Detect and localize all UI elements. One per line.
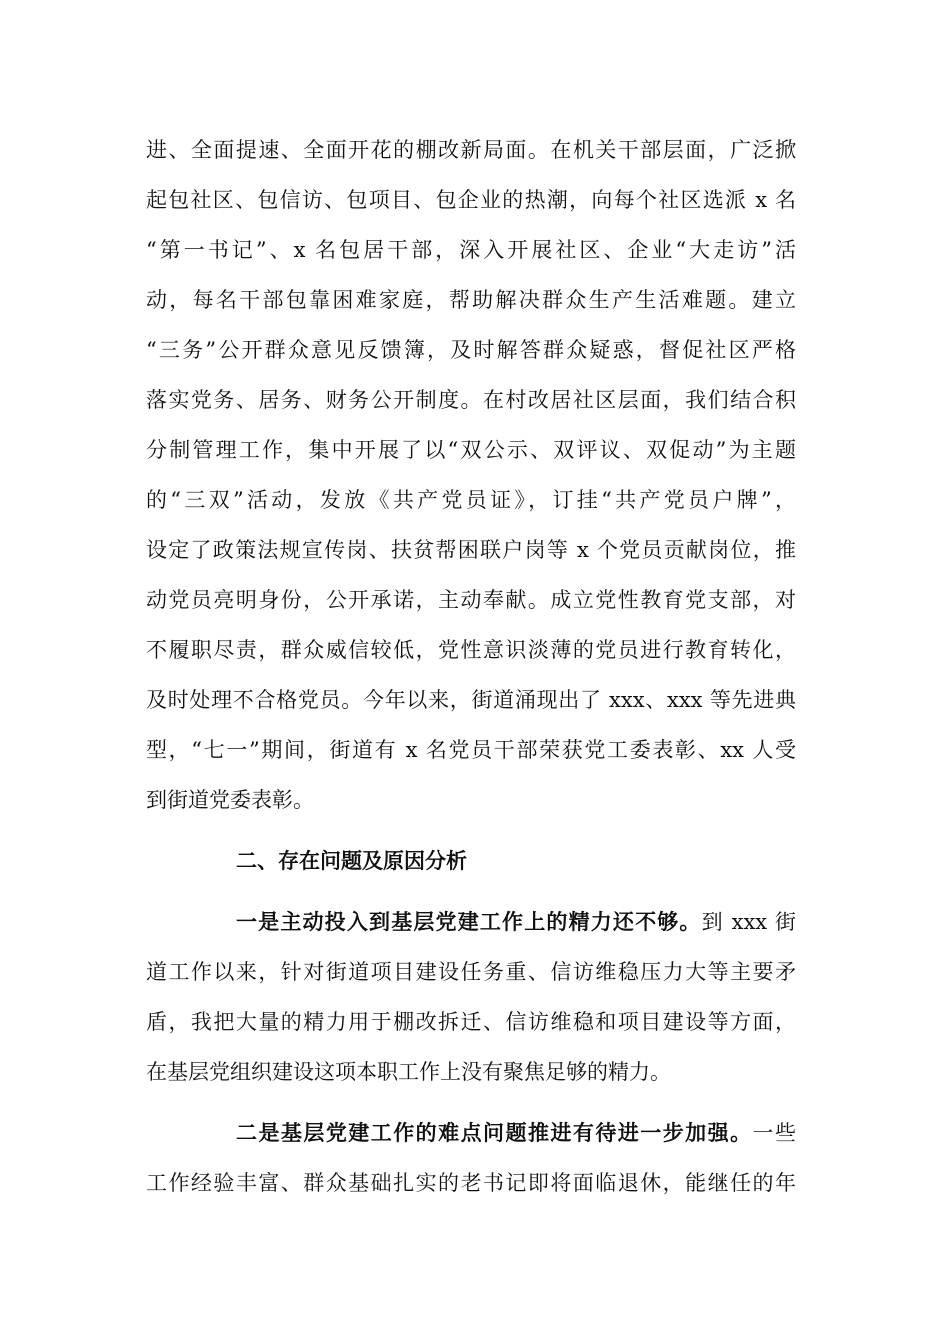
paragraph-text: 一些 <box>752 1121 797 1145</box>
paragraph-text: 到 xxx 街 <box>701 910 796 934</box>
paragraph-line: 落实党务、居务、财务公开制度。在村改居社区层面，我们结合积 <box>146 388 796 412</box>
paragraph-line: 分制管理工作，集中开展了以“双公示、双评议、双促动”为主题 <box>146 438 796 462</box>
paragraph-first-line <box>236 1115 796 1151</box>
bold-lead-sentence: 二是基层党建工作的难点问题推进有待进一步加强。 <box>236 1121 753 1145</box>
paragraph-line: 到街道党委表彰。 <box>146 788 314 812</box>
paragraph-line: 起包社区、包信访、包项目、包企业的热潮，向每个社区选派 x 名 <box>146 188 796 212</box>
paragraph-line: “第一书记”、x 名包居干部，深入开展社区、企业“大走访”活 <box>146 238 796 262</box>
paragraph-first-line <box>236 904 796 940</box>
paragraph-line: 的“三双”活动，发放《共产党员证》，订挂“共产党员户牌”， <box>146 488 796 512</box>
paragraph-line: 及时处理不合格党员。今年以来，街道涌现出了 xxx、xxx 等先进典 <box>146 688 796 712</box>
paragraph-line: 盾，我把大量的精力用于棚改拆迁、信访维稳和项目建设等方面， <box>146 1010 796 1034</box>
paragraph-line: “三务”公开群众意见反馈簿，及时解答群众疑惑，督促社区严格 <box>146 338 796 362</box>
section-heading: 二、存在问题及原因分析 <box>236 849 467 873</box>
paragraph-line: 动，每名干部包靠困难家庭，帮助解决群众生产生活难题。建立 <box>146 288 796 312</box>
paragraph-line: 型，“七一”期间，街道有 x 名党员干部荣获党工委表彰、xx 人受 <box>146 738 796 762</box>
paragraph-line: 道工作以来，针对街道项目建设任务重、信访维稳压力大等主要矛 <box>146 960 796 984</box>
paragraph-line: 在基层党组织建设这项本职工作上没有聚焦足够的精力。 <box>146 1060 671 1084</box>
paragraph-line: 进、全面提速、全面开花的棚改新局面。在机关干部层面，广泛掀 <box>146 138 796 162</box>
paragraph-line: 不履职尽责，群众威信较低，党性意识淡薄的党员进行教育转化， <box>146 638 796 662</box>
bold-lead-sentence: 一是主动投入到基层党建工作上的精力还不够。 <box>236 910 702 934</box>
paragraph-line: 工作经验丰富、群众基础扎实的老书记即将面临退休，能继任的年 <box>146 1171 796 1195</box>
paragraph-line: 设定了政策法规宣传岗、扶贫帮困联户岗等 x 个党员贡献岗位，推 <box>146 538 796 562</box>
paragraph-line: 动党员亮明身份，公开承诺，主动奉献。成立党性教育党支部，对 <box>146 588 796 612</box>
